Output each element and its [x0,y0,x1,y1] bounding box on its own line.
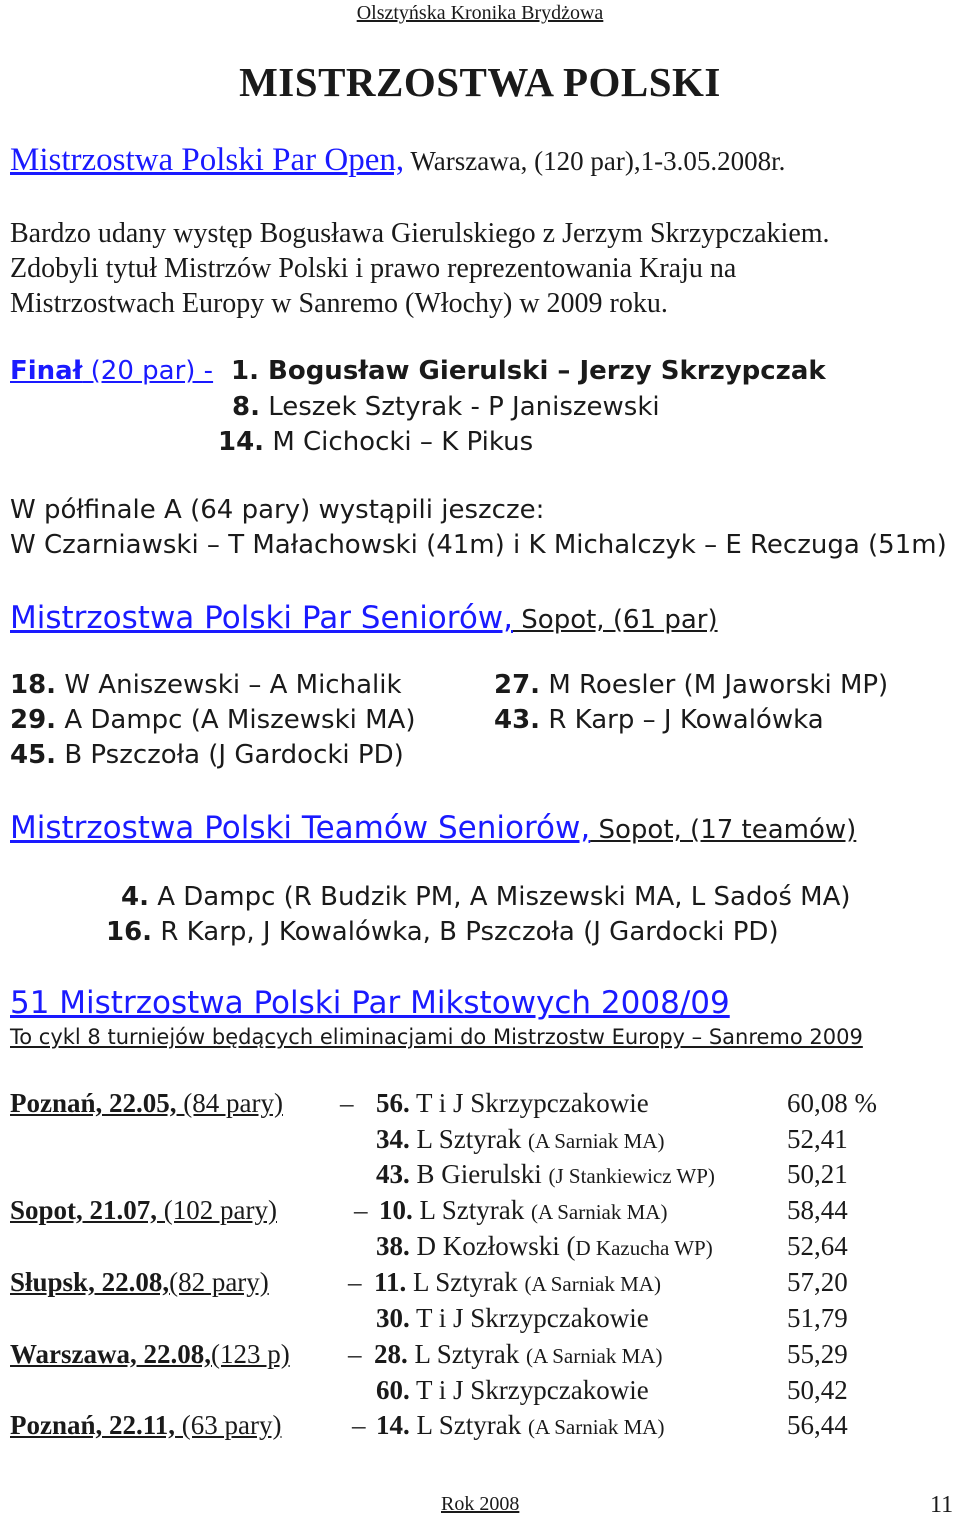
result-names: A Dampc (A Miszewski MA) [56,705,416,735]
result-names: D Kozłowski ( [409,1231,576,1261]
result-place: 14. [218,427,265,457]
section-mixed-pairs-title: 51 Mistrzostwa Polski Par Mikstowych 2008/09 [10,985,730,1021]
result-place: 28. [374,1339,408,1369]
event-dash: – [340,1088,354,1118]
result-partner: (A Sarniak MA) [530,1200,668,1224]
mixed-result-row [376,1159,715,1190]
result-names: L Sztyrak [412,1195,531,1225]
event-venue-bold: Poznań, 22.11, [10,1410,176,1440]
result-place: 11. [374,1267,407,1297]
senior-result-row [494,670,888,700]
result-names: L Sztyrak [409,1410,528,1440]
result-names: R Karp, J Kowalówka, B Pszczoła (J Gardocki PD) [152,917,779,947]
result-place: 60. [376,1375,410,1405]
result-place: 30. [376,1303,410,1333]
mixed-result-row [376,1410,664,1441]
event-venue-bold: Sopot, 21.07, [10,1195,158,1225]
result-place: 38. [376,1231,410,1261]
result-names: T i J Skrzypczakowie [409,1303,649,1333]
result-place: 4. [121,882,149,912]
event-dash: – [348,1267,362,1297]
result-names: L Sztyrak [407,1339,526,1369]
senior-result-row [494,705,824,735]
section-senior-pairs-details: Sopot, (61 par) [513,605,718,635]
footer-year: Rok 2008 [441,1493,520,1515]
paragraph-line: Bardzo udany występ Bogusława Gierulskiego z Jerzym Skrzypczakiem. [10,218,830,249]
senior-result-row [10,740,404,770]
senior-result-row [10,705,415,735]
event-venue-bold: Poznań, 22.05, [10,1088,177,1118]
section-open-pairs-details: Warszawa, (120 par),1-3.05.2008r. [404,146,786,176]
senior-result-row [10,670,402,700]
section-senior-pairs-title: Mistrzostwa Polski Par Seniorów, [10,600,514,636]
event-dash: – [354,1195,368,1225]
result-place: 1. [231,356,259,386]
section-open-pairs-heading [10,142,785,179]
section-senior-pairs-heading [10,600,718,636]
result-score: 60,08 % [787,1088,877,1118]
result-names: Leszek Sztyrak - P Janiszewski [259,392,660,422]
mixed-result-row [376,1375,649,1406]
result-score: 56,44 [787,1410,848,1440]
result-names: B Gierulski [409,1159,549,1189]
result-partner: (J Stankiewicz WP) [548,1164,715,1188]
result-partner: (A Sarniak MA) [527,1415,665,1439]
result-place: 10. [379,1195,413,1225]
event-dash: – [348,1339,362,1369]
final-label-bold: Finał [10,356,83,386]
event-venue-rest: (63 pary) [175,1410,282,1440]
result-score: 55,29 [787,1339,848,1369]
result-names: Bogusław Gierulski – Jerzy Skrzypczak [258,356,826,386]
final-result-row [231,356,826,386]
result-names: T i J Skrzypczakowie [409,1088,649,1118]
section-open-pairs-title: Mistrzostwa Polski Par Open, [10,142,405,178]
mixed-result-row [376,1124,664,1155]
result-names: L Sztyrak [409,1124,528,1154]
semifinal-line: W półfinale A (64 pary) wystąpili jeszcze: [10,495,545,525]
event-venue-rest: (102 pary) [157,1195,277,1225]
team-result-row [106,917,779,947]
section-mixed-pairs-subtitle: To cykl 8 turniejów będących eliminacjami do Mistrzostw Europy – Sanremo 2009 [10,1025,863,1049]
result-place: 14. [376,1410,410,1440]
result-place: 18. [10,670,57,700]
result-score: 52,64 [787,1231,848,1261]
event-venue-rest: (84 pary) [176,1088,283,1118]
result-score: 50,42 [787,1375,848,1405]
final-label-rest: (20 par) - [82,356,214,386]
event-venue [10,1267,269,1298]
mixed-result-row [376,1231,713,1262]
event-venue-bold: Słupsk, 22.08, [10,1267,170,1297]
team-result-row [121,882,851,912]
section-senior-teams-heading [10,810,856,846]
mixed-result-row [374,1267,661,1298]
final-label [10,356,213,386]
result-place: 16. [106,917,153,947]
result-place: 56. [376,1088,410,1118]
semifinal-line: W Czarniawski – T Małachowski (41m) i K Michalczyk – E Reczuga (51m) [10,530,947,560]
section-senior-teams-details: Sopot, (17 teamów) [590,815,857,845]
event-venue [10,1410,282,1441]
result-names: A Dampc (R Budzik PM, A Miszewski MA, L Sadoś MA) [148,882,851,912]
result-names: T i J Skrzypczakowie [409,1375,649,1405]
paragraph-line: Zdobyli tytuł Mistrzów Polski i prawo reprezentowania Kraju na [10,253,737,284]
mixed-result-row [376,1303,649,1334]
event-venue-rest: (82 pary) [169,1267,269,1297]
mixed-result-row [376,1088,649,1119]
final-result-row [232,392,660,422]
final-result-row [218,427,533,457]
mixed-result-row [374,1339,662,1370]
result-score: 57,20 [787,1267,848,1297]
event-venue [10,1339,290,1370]
result-score: 52,41 [787,1124,848,1154]
result-names: L Sztyrak [406,1267,525,1297]
result-partner: (A Sarniak MA) [524,1272,661,1296]
event-venue-rest: (123 p) [210,1339,290,1369]
result-names: B Pszczoła (J Gardocki PD) [56,740,404,770]
event-venue [10,1088,283,1119]
result-place: 27. [494,670,541,700]
result-names: M Roesler (M Jaworski MP) [540,670,889,700]
paragraph-line: Mistrzostwach Europy w Sanremo (Włochy) w 2009 roku. [10,288,668,319]
page-number: 11 [930,1492,954,1518]
result-place: 43. [376,1159,410,1189]
result-place: 34. [376,1124,410,1154]
result-score: 51,79 [787,1303,848,1333]
event-dash: – [352,1410,366,1440]
result-partner: D Kazucha WP) [575,1236,713,1260]
running-header: Olsztyńska Kronika Brydżowa [356,2,604,24]
result-place: 43. [494,705,541,735]
result-names: M Cichocki – K Pikus [264,427,534,457]
section-senior-teams-title: Mistrzostwa Polski Teamów Seniorów, [10,810,591,846]
result-place: 45. [10,740,57,770]
result-names: W Aniszewski – A Michalik [56,670,402,700]
result-place: 29. [10,705,57,735]
page-title: MISTRZOSTWA POLSKI [239,59,721,105]
mixed-result-row [379,1195,667,1226]
result-partner: (A Sarniak MA) [527,1129,665,1153]
result-partner: (A Sarniak MA) [525,1344,663,1368]
event-venue-bold: Warszawa, 22.08, [10,1339,211,1369]
result-place: 8. [232,392,260,422]
result-score: 50,21 [787,1159,848,1189]
result-score: 58,44 [787,1195,848,1225]
result-names: R Karp – J Kowalówka [540,705,824,735]
event-venue [10,1195,277,1226]
